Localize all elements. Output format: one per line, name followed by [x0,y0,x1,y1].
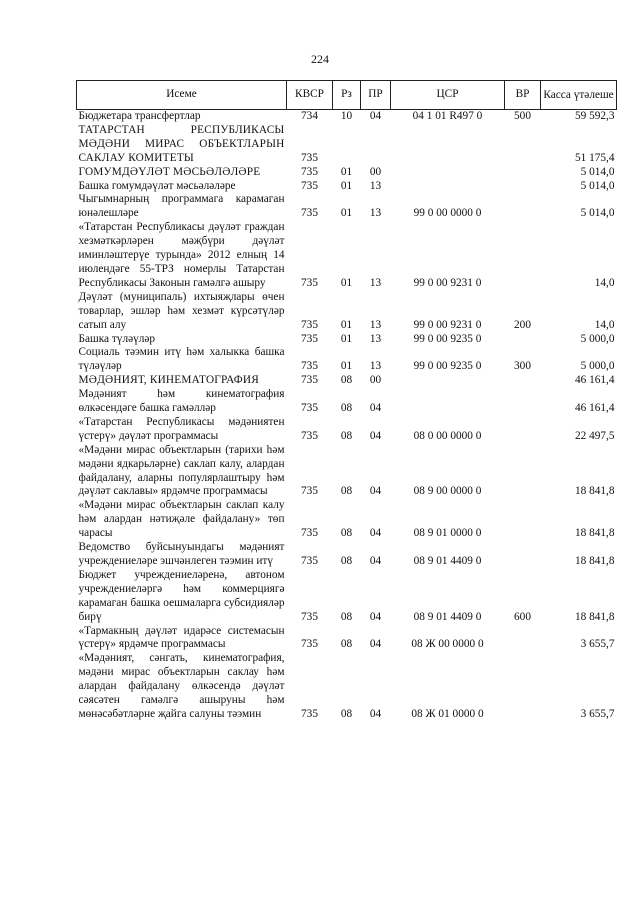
row-name: Башка түләүләр [78,332,156,345]
row-kvsr: 735 [301,485,318,498]
row-kassa: 18 841,8 [574,527,615,540]
header-kvsr: КВСР [287,81,333,110]
row-csr: 08 Ж 01 0000 0 [411,707,484,720]
row-name: Бюджет учреждениеләренә, автоном учреждениеләргә һәм коммерциягә карамаган башка оешмаларга субсидияләр бирү [78,568,285,623]
row-csr [391,388,505,416]
row-csr: 08 9 00 0000 0 [413,485,482,498]
row-pr: 04 [369,110,382,122]
row-csr: 08 9 01 0000 0 [413,527,482,540]
row-name: «Татарстан Республикасы дәүләт граждан хезмәткәрләрен мәҗбүри дәүләт иминләштерүе турында» 2012 елның 14 июлендәге 55-ТРЗ номерлы Татарстан Республикасы Законын гамәлгә ашыру [78,221,285,289]
row-rz: 08 [340,555,353,567]
row-name: «Татарстан Республикасы мәдәниятен үстерү» дәүләт программасы [78,415,285,442]
row-name: Дәүләт (муниципаль) ихтыяҗлары өчен товарлар, эшләр һәм хезмәт күрсәтүләр сатып алу [78,290,285,331]
row-vr [505,625,541,653]
row-csr: 99 0 00 0000 0 [413,207,482,220]
table-row [77,180,617,194]
row-kassa: 18 841,8 [574,485,615,498]
row-rz: 01 [340,332,353,345]
row-vr [505,221,541,291]
row-vr [505,193,541,221]
budget-table [76,80,617,722]
table-row [77,374,617,388]
row-name: Социаль тәэмин итү һәм халыкка башка түләүләр [78,346,285,373]
row-pr: 13 [369,318,382,331]
row-csr: 08 9 01 4409 0 [413,610,482,623]
row-vr [505,444,541,500]
table-row [77,652,617,722]
row-kvsr: 735 [301,402,318,415]
header-vr: ВР [505,81,541,110]
row-vr [505,416,541,444]
table-row [77,291,617,333]
row-kvsr: 735 [301,638,318,651]
row-rz: 01 [340,360,353,373]
row-vr [505,333,541,347]
row-rz: 08 [340,527,353,540]
header-kassa: Касса үтәлеше [541,81,617,110]
row-pr: 00 [369,165,382,178]
row-kvsr: 735 [301,165,318,178]
row-kvsr: 735 [301,332,318,345]
row-csr [391,166,505,180]
row-rz: 08 [340,402,353,415]
row-rz: 01 [340,318,353,331]
row-kassa: 51 175,4 [574,151,615,164]
row-pr: 13 [369,179,382,192]
table-row [77,569,617,625]
table-header-row [77,81,617,110]
row-kassa: 5 000,0 [580,332,615,345]
row-kassa: 14,0 [594,276,615,289]
row-kassa: 5 000,0 [580,360,615,373]
row-vr [505,388,541,416]
table-row [77,625,617,653]
row-pr: 04 [369,610,382,623]
row-name: «Мәдәни мирас объектларын саклап калу һәм алардан нәтиҗәле файдалану» төп чарасы [78,499,285,540]
row-kassa: 3 655,7 [580,707,615,720]
row-kassa: 5 014,0 [580,179,615,192]
row-rz: 08 [340,485,353,498]
row-kvsr: 735 [301,610,318,623]
row-csr: 99 0 00 9231 0 [413,276,482,289]
table-row [77,193,617,221]
row-rz: 01 [340,276,353,289]
row-kvsr: 735 [301,707,318,720]
row-name: ГОМУМДӘҮЛӘТ МӘСЬӘЛӘЛӘРЕ [78,165,261,178]
row-name: «Мәдәни мирас объектларын (тарихи һәм мәдәни ядкарьләрне) саклап калу, алардан файдалану, аларны популярлаштыру һәм дәүләт саклавы» ярдәмче программасы [78,443,285,498]
row-csr: 04 1 01 R497 0 [412,110,483,122]
row-name: Бюджетара трансфертлар [78,110,201,122]
row-name: Мәдәният һәм кинематография өлкәсендәге башка гамәлләр [78,388,285,415]
row-name: «Мәдәният, сәнгать, кинематография, мәдәни мирас объектларын саклау һәм алардан файдалану өлкәсендә дәүләт сәясәтен гамәлгә ашыруны һәм мөнәсәбәтләрне җайга салуны тәэмин [78,652,285,720]
row-rz: 01 [340,207,353,220]
row-rz: 08 [340,610,353,623]
row-kvsr: 734 [301,110,318,122]
row-kvsr: 735 [301,555,318,567]
row-csr [391,180,505,194]
row-pr: 04 [369,707,382,720]
row-rz: 08 [340,638,353,651]
row-csr: 08 9 01 4409 0 [413,555,482,567]
row-kassa: 5 014,0 [580,165,615,178]
row-kassa: 5 014,0 [580,207,615,220]
table-row [77,346,617,374]
row-name: Башка гомумдәүләт мәсьәләләре [78,179,236,192]
row-kassa: 59 592,3 [574,110,615,122]
row-csr: 99 0 00 9235 0 [413,360,482,373]
row-name: ТАТАРСТАН РЕСПУБЛИКАСЫ МӘДӘНИ МИРАС ОБЪЕКТЛАРЫН САКЛАУ КОМИТЕТЫ [78,123,285,164]
row-csr [391,124,505,166]
table-row [77,499,617,541]
table-row [77,541,617,569]
row-pr: 13 [369,360,382,373]
row-pr: 13 [369,332,382,345]
row-vr [505,541,541,569]
row-vr: 500 [514,110,531,122]
row-rz: 01 [340,165,353,178]
row-csr [391,374,505,388]
row-pr: 04 [369,429,382,442]
table-row [77,166,617,180]
row-pr: 04 [369,485,382,498]
row-kvsr: 735 [301,276,318,289]
row-kassa: 14,0 [594,318,615,331]
row-csr: 99 0 00 9231 0 [413,318,482,331]
table-row [77,444,617,500]
row-kassa: 18 841,8 [574,555,615,567]
row-vr [505,166,541,180]
page-number: 224 [311,52,329,66]
row-vr [505,180,541,194]
table-row [77,110,617,124]
row-kassa: 3 655,7 [580,638,615,651]
row-name: МӘДӘНИЯТ, КИНЕМАТОГРАФИЯ [78,374,259,387]
row-vr: 600 [514,610,531,623]
row-kassa: 18 841,8 [574,610,615,623]
row-vr [505,124,541,166]
row-name: Ведомство буйсынуындагы мәдәният учреждениеләре эшчәнлеген тәэмин итү [78,541,285,567]
row-pr [361,124,391,166]
header-csr: ЦСР [391,81,505,110]
row-pr: 00 [369,374,382,387]
row-kvsr: 735 [301,207,318,220]
row-csr: 99 0 00 9235 0 [413,332,482,345]
row-rz [333,124,361,166]
row-vr [505,374,541,388]
row-pr: 04 [369,527,382,540]
row-name: «Тармакның дәүләт идарәсе системасын үстерү» ярдәмче программасы [78,624,285,651]
row-rz: 08 [340,707,353,720]
row-kvsr: 735 [301,374,318,387]
table-row [77,416,617,444]
table-row [77,221,617,291]
row-rz: 08 [340,374,353,387]
header-name: Исеме [77,81,287,110]
header-pr: ПР [361,81,391,110]
row-kassa: 22 497,5 [574,429,615,442]
row-vr: 200 [514,318,531,331]
row-rz: 08 [340,429,353,442]
row-kvsr: 735 [301,151,318,164]
row-pr: 13 [369,207,382,220]
row-kvsr: 735 [301,360,318,373]
row-csr: 08 Ж 00 0000 0 [411,638,484,651]
row-kvsr: 735 [301,527,318,540]
row-vr [505,499,541,541]
row-pr: 04 [369,555,382,567]
header-rz: Рз [333,81,361,110]
row-rz: 01 [340,179,353,192]
row-pr: 04 [369,638,382,651]
row-rz: 10 [340,110,353,122]
row-pr: 04 [369,402,382,415]
row-pr: 13 [369,276,382,289]
row-name: Чыгымнарның программага карамаган юнәлешләре [78,193,285,220]
table-row [77,388,617,416]
table-row [77,333,617,347]
table-row [77,124,617,166]
row-csr: 08 0 00 0000 0 [413,429,482,442]
row-kvsr: 735 [301,179,318,192]
row-kvsr: 735 [301,318,318,331]
row-vr [505,652,541,722]
row-kvsr: 735 [301,429,318,442]
row-vr: 300 [514,360,531,373]
row-kassa: 46 161,4 [574,374,615,387]
row-kassa: 46 161,4 [574,402,615,415]
